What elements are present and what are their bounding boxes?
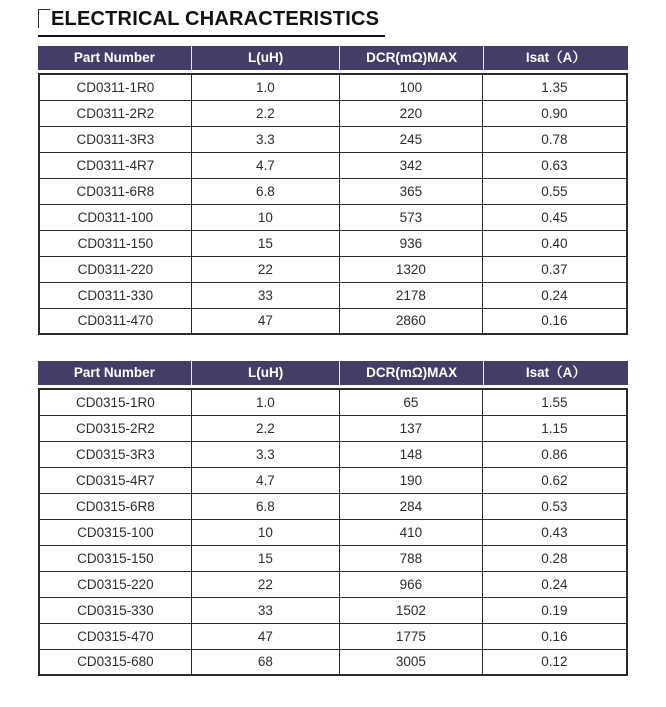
dcr-cell: 65: [339, 389, 482, 415]
table-cd0315-body: [38, 388, 628, 676]
inductance-cell: 68: [191, 649, 339, 675]
part-number-cell: CD0315-3R3: [39, 441, 191, 467]
part-number-cell: CD0311-150: [39, 230, 191, 256]
table-row: [39, 100, 627, 126]
isat-cell: 1.55: [482, 389, 627, 415]
dcr-cell: 573: [339, 204, 482, 230]
inductance-cell: 15: [191, 545, 339, 571]
inductance-cell: 22: [191, 256, 339, 282]
isat-cell: 0.78: [482, 126, 627, 152]
part-number-cell: CD0315-6R8: [39, 493, 191, 519]
inductance-cell: 47: [191, 308, 339, 334]
table-row: [39, 282, 627, 308]
inductance-cell: 4.7: [191, 467, 339, 493]
isat-cell: 0.37: [482, 256, 627, 282]
dcr-cell: 1502: [339, 597, 482, 623]
column-header-dcr-max: DCR(mΩ)MAX: [339, 46, 482, 70]
table-row: [39, 389, 627, 415]
isat-cell: 0.45: [482, 204, 627, 230]
table-cd0315: [38, 361, 628, 676]
part-number-cell: CD0315-150: [39, 545, 191, 571]
column-header-dcr-max: DCR(mΩ)MAX: [339, 361, 482, 385]
page-title: ELECTRICAL CHARACTERISTICS: [51, 8, 380, 30]
dcr-cell: 410: [339, 519, 482, 545]
table-cd0311: [38, 46, 628, 335]
table-row: [39, 597, 627, 623]
inductance-cell: 3.3: [191, 126, 339, 152]
corner-bracket-decoration: [38, 9, 50, 28]
table-row: [39, 493, 627, 519]
table-row: [39, 230, 627, 256]
inductance-cell: 4.7: [191, 152, 339, 178]
dcr-cell: 190: [339, 467, 482, 493]
table-header-row: [38, 361, 628, 385]
inductance-cell: 3.3: [191, 441, 339, 467]
part-number-cell: CD0315-4R7: [39, 467, 191, 493]
part-number-cell: CD0311-2R2: [39, 100, 191, 126]
isat-cell: 0.62: [482, 467, 627, 493]
isat-cell: 0.24: [482, 571, 627, 597]
inductance-cell: 22: [191, 571, 339, 597]
dcr-cell: 148: [339, 441, 482, 467]
part-number-cell: CD0311-6R8: [39, 178, 191, 204]
isat-cell: 0.24: [482, 282, 627, 308]
table-row: [39, 545, 627, 571]
table-row: [39, 571, 627, 597]
part-number-cell: CD0315-1R0: [39, 389, 191, 415]
isat-cell: 0.28: [482, 545, 627, 571]
part-number-cell: CD0315-470: [39, 623, 191, 649]
dcr-cell: 788: [339, 545, 482, 571]
table-row: [39, 415, 627, 441]
isat-cell: 0.12: [482, 649, 627, 675]
dcr-cell: 284: [339, 493, 482, 519]
inductance-cell: 2.2: [191, 415, 339, 441]
section-title-block: [38, 6, 385, 37]
part-number-cell: CD0311-1R0: [39, 74, 191, 100]
part-number-cell: CD0311-220: [39, 256, 191, 282]
column-header-part-number: Part Number: [73, 365, 155, 380]
inductance-cell: 2.2: [191, 100, 339, 126]
part-number-cell: CD0315-330: [39, 597, 191, 623]
dcr-cell: 966: [339, 571, 482, 597]
isat-cell: 0.40: [482, 230, 627, 256]
table-row: [39, 178, 627, 204]
dcr-cell: 137: [339, 415, 482, 441]
table-row: [39, 204, 627, 230]
inductance-cell: 6.8: [191, 178, 339, 204]
isat-cell: 0.63: [482, 152, 627, 178]
isat-cell: 1.15: [482, 415, 627, 441]
dcr-cell: 2178: [339, 282, 482, 308]
isat-cell: 1.35: [482, 74, 627, 100]
isat-cell: 0.19: [482, 597, 627, 623]
part-number-cell: CD0315-100: [39, 519, 191, 545]
part-number-cell: CD0311-4R7: [39, 152, 191, 178]
isat-cell: 0.86: [482, 441, 627, 467]
column-header-inductance: L(uH): [191, 46, 340, 70]
inductance-cell: 33: [191, 282, 339, 308]
table-header-row: [38, 46, 628, 70]
inductance-cell: 6.8: [191, 493, 339, 519]
inductance-cell: 33: [191, 597, 339, 623]
dcr-cell: 365: [339, 178, 482, 204]
isat-cell: 0.16: [482, 308, 627, 334]
dcr-cell: 1320: [339, 256, 482, 282]
isat-cell: 0.55: [482, 178, 627, 204]
inductance-cell: 10: [191, 519, 339, 545]
column-header-part-number: Part Number: [73, 50, 155, 65]
inductance-cell: 1.0: [191, 389, 339, 415]
part-number-cell: CD0315-2R2: [39, 415, 191, 441]
part-number-cell: CD0311-330: [39, 282, 191, 308]
isat-cell: 0.16: [482, 623, 627, 649]
part-number-cell: CD0311-3R3: [39, 126, 191, 152]
table-row: [39, 441, 627, 467]
table-row: [39, 152, 627, 178]
isat-cell: 0.43: [482, 519, 627, 545]
inductance-cell: 15: [191, 230, 339, 256]
inductance-cell: 10: [191, 204, 339, 230]
table-row: [39, 649, 627, 675]
column-header-isat: Isat（A）: [483, 361, 628, 385]
isat-cell: 0.53: [482, 493, 627, 519]
table-row: [39, 519, 627, 545]
table-row: [39, 467, 627, 493]
table-row: [39, 308, 627, 334]
table-cd0311-body: [38, 73, 628, 335]
column-header-isat: Isat（A）: [483, 46, 628, 70]
table-row: [39, 623, 627, 649]
isat-cell: 0.90: [482, 100, 627, 126]
dcr-cell: 220: [339, 100, 482, 126]
table-row: [39, 74, 627, 100]
dcr-cell: 342: [339, 152, 482, 178]
table-row: [39, 126, 627, 152]
inductance-cell: 47: [191, 623, 339, 649]
dcr-cell: 245: [339, 126, 482, 152]
dcr-cell: 3005: [339, 649, 482, 675]
dcr-cell: 936: [339, 230, 482, 256]
part-number-cell: CD0315-220: [39, 571, 191, 597]
dcr-cell: 100: [339, 74, 482, 100]
dcr-cell: 2860: [339, 308, 482, 334]
column-header-inductance: L(uH): [191, 361, 340, 385]
inductance-cell: 1.0: [191, 74, 339, 100]
part-number-cell: CD0311-470: [39, 308, 191, 334]
dcr-cell: 1775: [339, 623, 482, 649]
table-row: [39, 256, 627, 282]
part-number-cell: CD0315-680: [39, 649, 191, 675]
part-number-cell: CD0311-100: [39, 204, 191, 230]
